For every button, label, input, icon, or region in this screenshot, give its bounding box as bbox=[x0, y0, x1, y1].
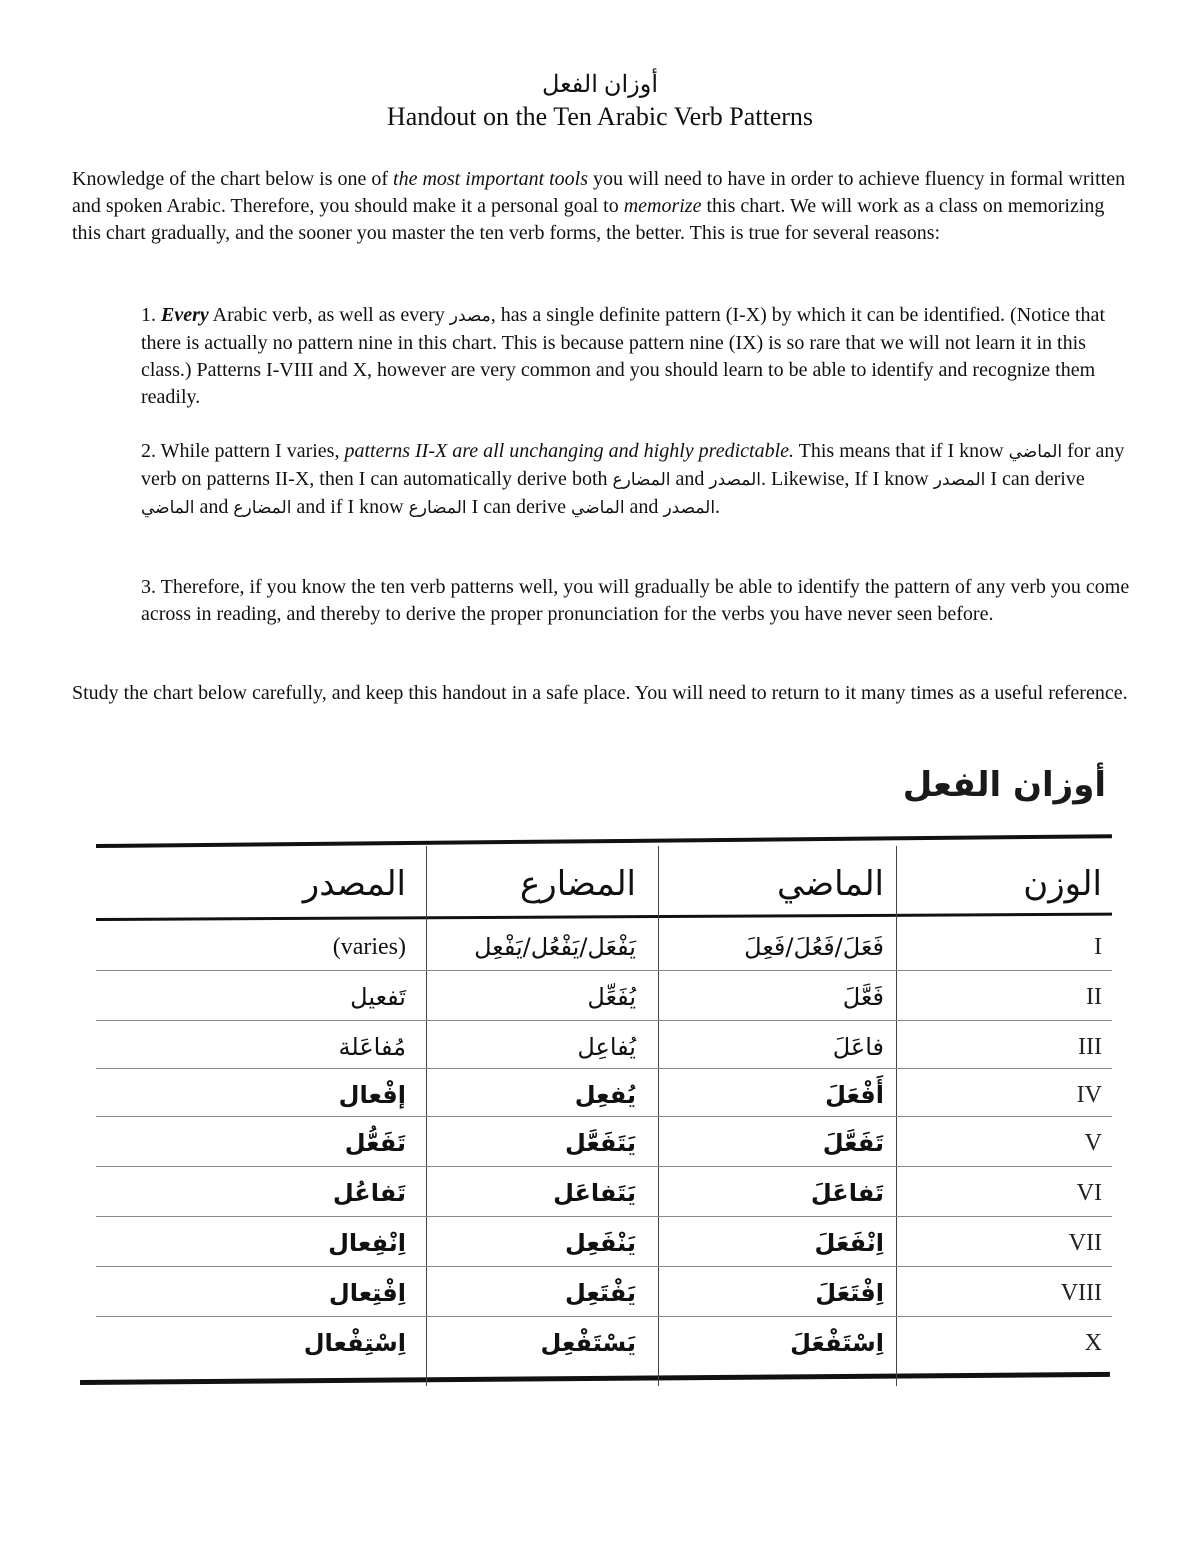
title-arabic: أوزان الفعل bbox=[541, 72, 658, 98]
arabic-term: المضارع bbox=[408, 498, 467, 518]
cell-masdar: تَفاعُل bbox=[332, 1179, 406, 1207]
cell-mudari: يَفْتَعِل bbox=[564, 1279, 636, 1307]
cell-form: V bbox=[1084, 1129, 1102, 1156]
cell-form: X bbox=[1084, 1329, 1102, 1356]
reason-text: and bbox=[670, 468, 710, 490]
row-divider bbox=[96, 1216, 1112, 1217]
reason-text: . Likewise, If I know bbox=[761, 468, 934, 490]
header-mudari: المضارع bbox=[519, 864, 636, 904]
cell-masdar: إفْعال bbox=[338, 1081, 406, 1109]
arabic-term: الماضي bbox=[141, 498, 195, 518]
arabic-term: الماضي bbox=[571, 498, 625, 518]
reason-text: Arabic verb, as well as every bbox=[208, 304, 450, 326]
reason-text: 2. While pattern I varies, bbox=[141, 440, 345, 462]
cell-form: III bbox=[1078, 1033, 1102, 1060]
reason-1 bbox=[141, 302, 1131, 411]
arabic-term: المصدر bbox=[709, 470, 762, 490]
intro-text: this chart. We will work as a class on memorizing this chart gradually, and the sooner you master the ten verb forms, the better. This is true for several reasons: bbox=[72, 195, 1105, 244]
reason-text: and if I know bbox=[291, 496, 409, 518]
reason-text: This means that if I know bbox=[794, 440, 1009, 462]
cell-masdar: اِسْتِفْعال bbox=[303, 1329, 406, 1357]
verb-pattern-table bbox=[96, 834, 1112, 1394]
table-top-rule bbox=[96, 834, 1112, 848]
reason-text: for any verb on patterns II-X, then I can automatically derive both bbox=[141, 440, 1125, 490]
reason-text: , has a single definite pattern (I-X) by which it can be identified. (Notice that there is actually no pattern nine in this chart. This is because pattern nine (IX) is so rare that we will not learn it in this class.) Patterns I-VIII and X, however are very common and you should learn to be able to identify and recognize them readily. bbox=[141, 304, 1105, 408]
cell-form: II bbox=[1086, 983, 1102, 1010]
intro-emphasis: the most important tools bbox=[393, 168, 589, 190]
cell-masdar: (varies) bbox=[332, 933, 406, 960]
cell-form: VII bbox=[1068, 1229, 1102, 1256]
intro-emphasis: memorize bbox=[623, 195, 702, 217]
reason-text: I can derive bbox=[466, 496, 572, 518]
reason-3: 3. Therefore, if you know the ten verb patterns well, you will gradually be able to identify the pattern of any verb you come across in reading, and thereby to derive the proper pronunciation for the verbs you have never seen before. bbox=[141, 576, 1130, 625]
cell-mudari: يُفاعِل bbox=[577, 1033, 636, 1061]
cell-madi: فَعَّلَ bbox=[842, 983, 884, 1011]
cell-masdar: مُفاعَلة bbox=[338, 1033, 406, 1061]
cell-madi: اِنْفَعَلَ bbox=[814, 1229, 884, 1257]
cell-form: VIII bbox=[1060, 1279, 1102, 1306]
row-divider bbox=[96, 1068, 1112, 1069]
cell-form: IV bbox=[1076, 1081, 1102, 1108]
reason-number: 1. bbox=[141, 304, 161, 326]
arabic-term: المصدر bbox=[933, 470, 986, 490]
header-wazn: الوزن bbox=[1023, 864, 1102, 904]
cell-madi: أَفْعَلَ bbox=[825, 1081, 884, 1109]
intro-paragraph bbox=[72, 166, 1128, 247]
cell-mudari: يُفَعِّل bbox=[587, 983, 636, 1011]
table-bottom-rule bbox=[80, 1372, 1110, 1385]
arabic-term: المضارع bbox=[233, 498, 292, 518]
row-divider bbox=[96, 1020, 1112, 1021]
cell-mudari: يَنْفَعِل bbox=[564, 1229, 636, 1257]
cell-mudari: يَسْتَفْعِل bbox=[540, 1329, 636, 1357]
intro-text: Knowledge of the chart below is one of bbox=[72, 168, 394, 190]
cell-mudari: يُفعِل bbox=[574, 1081, 636, 1109]
cell-mudari: يَفْعَل/يَفْعُل/يَفْعِل bbox=[474, 933, 636, 961]
row-divider bbox=[96, 1166, 1112, 1167]
row-divider bbox=[96, 1116, 1112, 1117]
cell-form: I bbox=[1094, 933, 1102, 960]
arabic-term: الماضي bbox=[1008, 442, 1063, 462]
cell-madi: تَفاعَلَ bbox=[810, 1179, 884, 1207]
reason-text: and bbox=[194, 496, 234, 518]
row-divider bbox=[96, 1266, 1112, 1267]
reason-2 bbox=[141, 438, 1131, 522]
row-divider bbox=[96, 1316, 1112, 1317]
cell-madi: فاعَلَ bbox=[832, 1033, 884, 1061]
reason-text: I can derive bbox=[985, 468, 1085, 490]
closing-paragraph: Study the chart below carefully, and keep this handout in a safe place. You will need to return to it many times as a useful reference. bbox=[72, 682, 1128, 704]
cell-form: VI bbox=[1076, 1179, 1102, 1206]
cell-madi: اِسْتَفْعَلَ bbox=[790, 1329, 884, 1357]
reason-emphasis: Every bbox=[161, 304, 209, 326]
cell-masdar: اِفْتِعال bbox=[328, 1279, 406, 1307]
arabic-term: المضارع bbox=[612, 470, 671, 490]
header-madi: الماضي bbox=[776, 864, 884, 904]
title-english: Handout on the Ten Arabic Verb Patterns bbox=[386, 102, 814, 131]
reason-text: . bbox=[715, 496, 721, 518]
chart-title: أوزان الفعل bbox=[902, 765, 1106, 805]
cell-madi: اِفْتَعَلَ bbox=[815, 1279, 884, 1307]
reason-text: and bbox=[624, 496, 664, 518]
arabic-term: المصدر bbox=[663, 498, 716, 518]
cell-mudari: يَتَفاعَل bbox=[553, 1179, 636, 1207]
row-divider bbox=[96, 970, 1112, 971]
reason-emphasis: patterns II-X are all unchanging and highly predictable. bbox=[344, 440, 795, 462]
cell-madi: تَفَعَّلَ bbox=[822, 1129, 884, 1157]
cell-masdar: تَفَعُّل bbox=[344, 1129, 406, 1157]
cell-masdar: اِنْفِعال bbox=[328, 1229, 406, 1257]
intro-text: you will need to have in order to achieve fluency in formal written and spoken Arabic. Therefore, you should make it a personal goal to bbox=[72, 168, 1126, 217]
header-masdar: المصدر bbox=[302, 864, 406, 904]
cell-mudari: يَتَفَعَّل bbox=[564, 1129, 636, 1157]
arabic-term: مصدر bbox=[449, 306, 491, 326]
cell-madi: فَعَلَ/فَعُلَ/فَعِلَ bbox=[744, 933, 884, 961]
cell-masdar: تَفعيل bbox=[350, 983, 406, 1011]
